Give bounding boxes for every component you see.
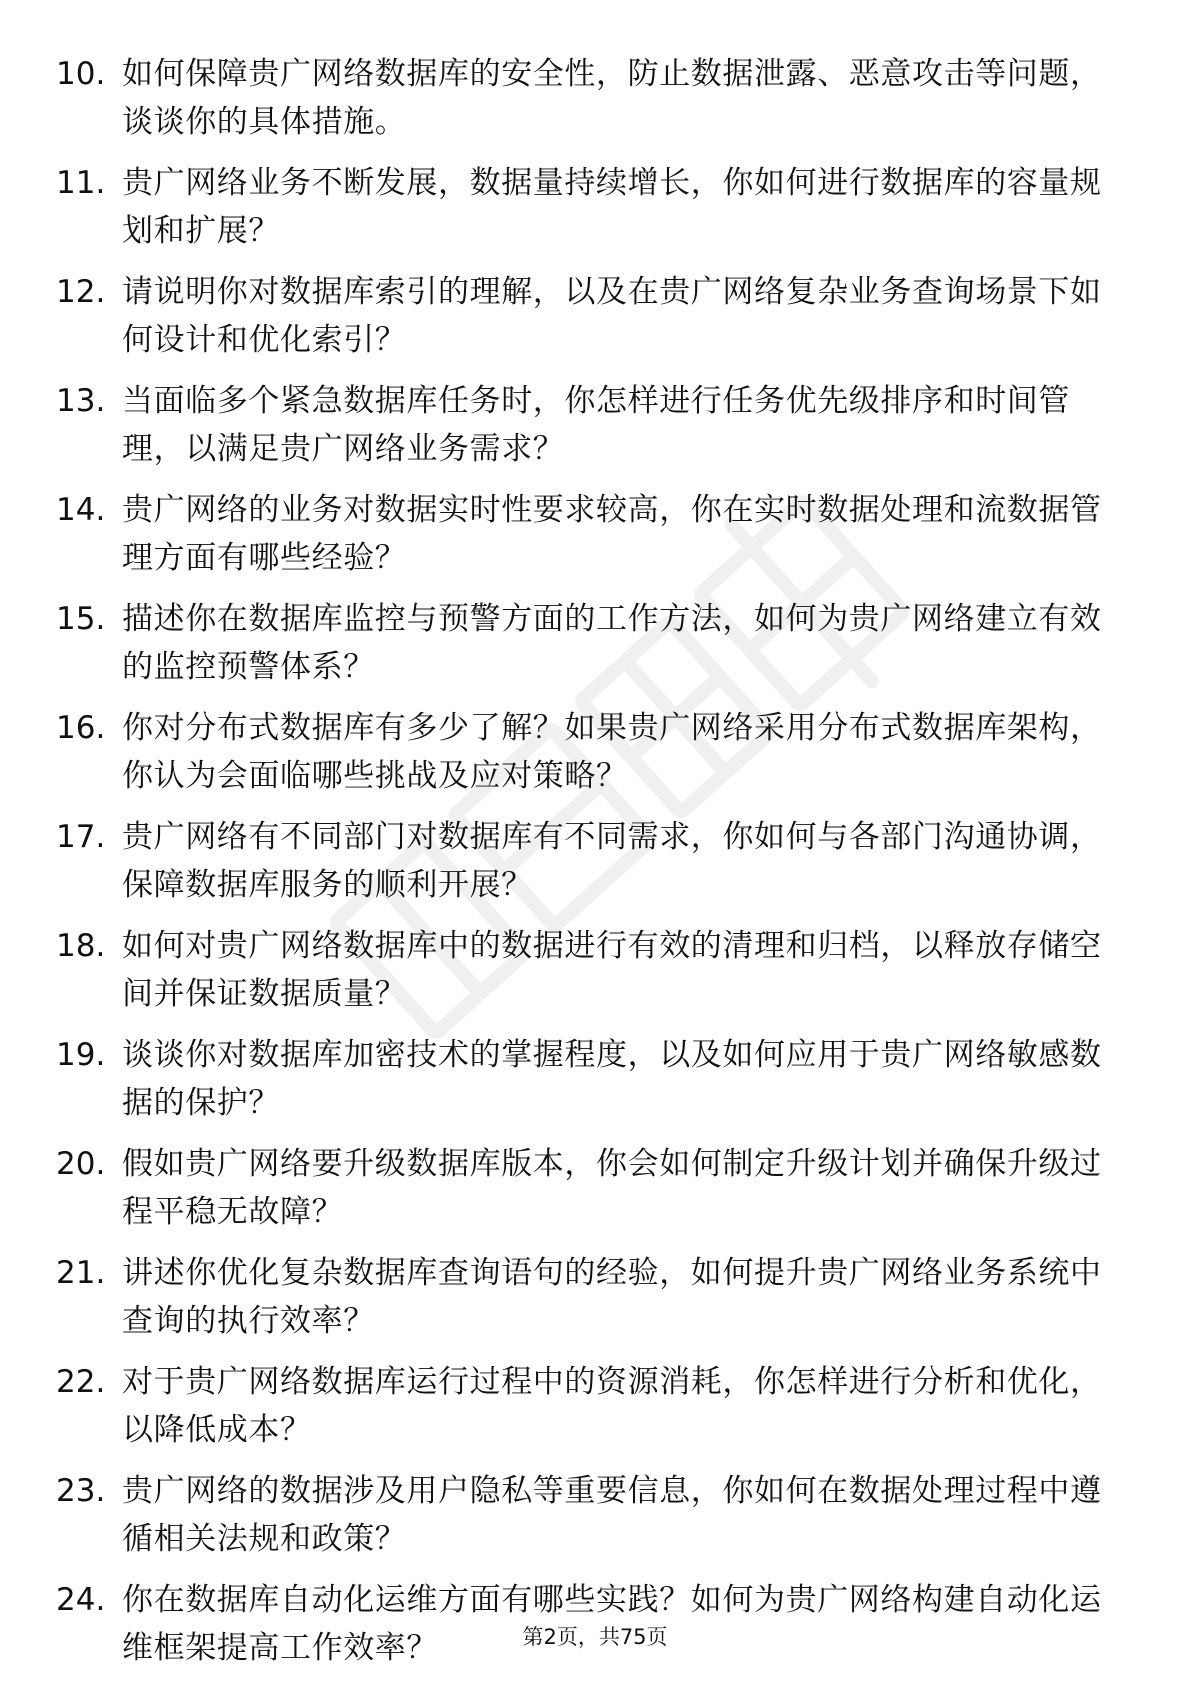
page-footer: 第2页，共75页 xyxy=(522,1625,668,1649)
list-item xyxy=(56,813,1136,909)
question-text: 讲述你优化复杂数据库查询语句的经验，如何提升贵广网络业务系统中查询的执行效率？ xyxy=(122,1255,1102,1339)
question-number: 23. xyxy=(56,1473,106,1509)
list-item xyxy=(56,1140,1136,1236)
question-text: 你在数据库自动化运维方面有哪些实践？如何为贵广网络构建自动化运维框架提高工作效率？ xyxy=(122,1582,1102,1666)
question-text: 描述你在数据库监控与预警方面的工作方法，如何为贵广网络建立有效的监控预警体系？ xyxy=(122,601,1102,685)
question-text: 请说明你对数据库索引的理解，以及在贵广网络复杂业务查询场景下如何设计和优化索引？ xyxy=(122,274,1102,358)
question-text: 你对分布式数据库有多少了解？如果贵广网络采用分布式数据库架构，你认为会面临哪些挑战及应对策略？ xyxy=(122,710,1102,794)
question-number: 19. xyxy=(56,1037,106,1073)
question-text: 贵广网络的数据涉及用户隐私等重要信息，你如何在数据处理过程中遵循相关法规和政策？ xyxy=(122,1473,1102,1557)
list-item xyxy=(56,1249,1136,1345)
question-text: 当面临多个紧急数据库任务时，你怎样进行任务优先级排序和时间管理，以满足贵广网络业务需求？ xyxy=(122,383,1070,467)
question-number: 21. xyxy=(56,1255,106,1291)
question-text: 谈谈你对数据库加密技术的掌握程度，以及如何应用于贵广网络敏感数据的保护？ xyxy=(122,1037,1102,1121)
question-text: 假如贵广网络要升级数据库版本，你会如何制定升级计划并确保升级过程平稳无故障？ xyxy=(122,1146,1102,1230)
question-text: 贵广网络业务不断发展，数据量持续增长，你如何进行数据库的容量规划和扩展？ xyxy=(122,165,1102,249)
list-item xyxy=(56,922,1136,1018)
list-item xyxy=(56,50,1136,146)
question-number: 24. xyxy=(56,1582,106,1618)
list-item xyxy=(56,595,1136,691)
question-number: 15. xyxy=(56,601,106,637)
question-number: 18. xyxy=(56,928,106,964)
list-item xyxy=(56,1031,1136,1127)
question-text: 贵广网络的业务对数据实时性要求较高，你在实时数据处理和流数据管理方面有哪些经验？ xyxy=(122,492,1102,576)
question-number: 13. xyxy=(56,383,106,419)
list-item xyxy=(56,268,1136,364)
question-number: 17. xyxy=(56,819,106,855)
question-number: 11. xyxy=(56,165,106,201)
list-item xyxy=(56,704,1136,800)
question-text: 如何对贵广网络数据库中的数据进行有效的清理和归档，以释放存储空间并保证数据质量？ xyxy=(122,928,1102,1012)
question-text: 如何保障贵广网络数据库的安全性，防止数据泄露、恶意攻击等问题，谈谈你的具体措施。 xyxy=(122,56,1102,140)
list-item xyxy=(56,1358,1136,1454)
question-number: 20. xyxy=(56,1146,106,1182)
question-number: 22. xyxy=(56,1364,106,1400)
list-item xyxy=(56,159,1136,255)
question-text: 贵广网络有不同部门对数据库有不同需求，你如何与各部门沟通协调，保障数据库服务的顺利开展？ xyxy=(122,819,1102,903)
list-item xyxy=(56,377,1136,473)
list-item xyxy=(56,486,1136,582)
question-text: 对于贵广网络数据库运行过程中的资源消耗，你怎样进行分析和优化，以降低成本？ xyxy=(122,1364,1102,1448)
list-item xyxy=(56,1467,1136,1563)
question-number: 14. xyxy=(56,492,106,528)
question-number: 12. xyxy=(56,274,106,310)
question-number: 10. xyxy=(56,56,106,92)
question-number: 16. xyxy=(56,710,106,746)
question-list xyxy=(56,50,1136,1685)
